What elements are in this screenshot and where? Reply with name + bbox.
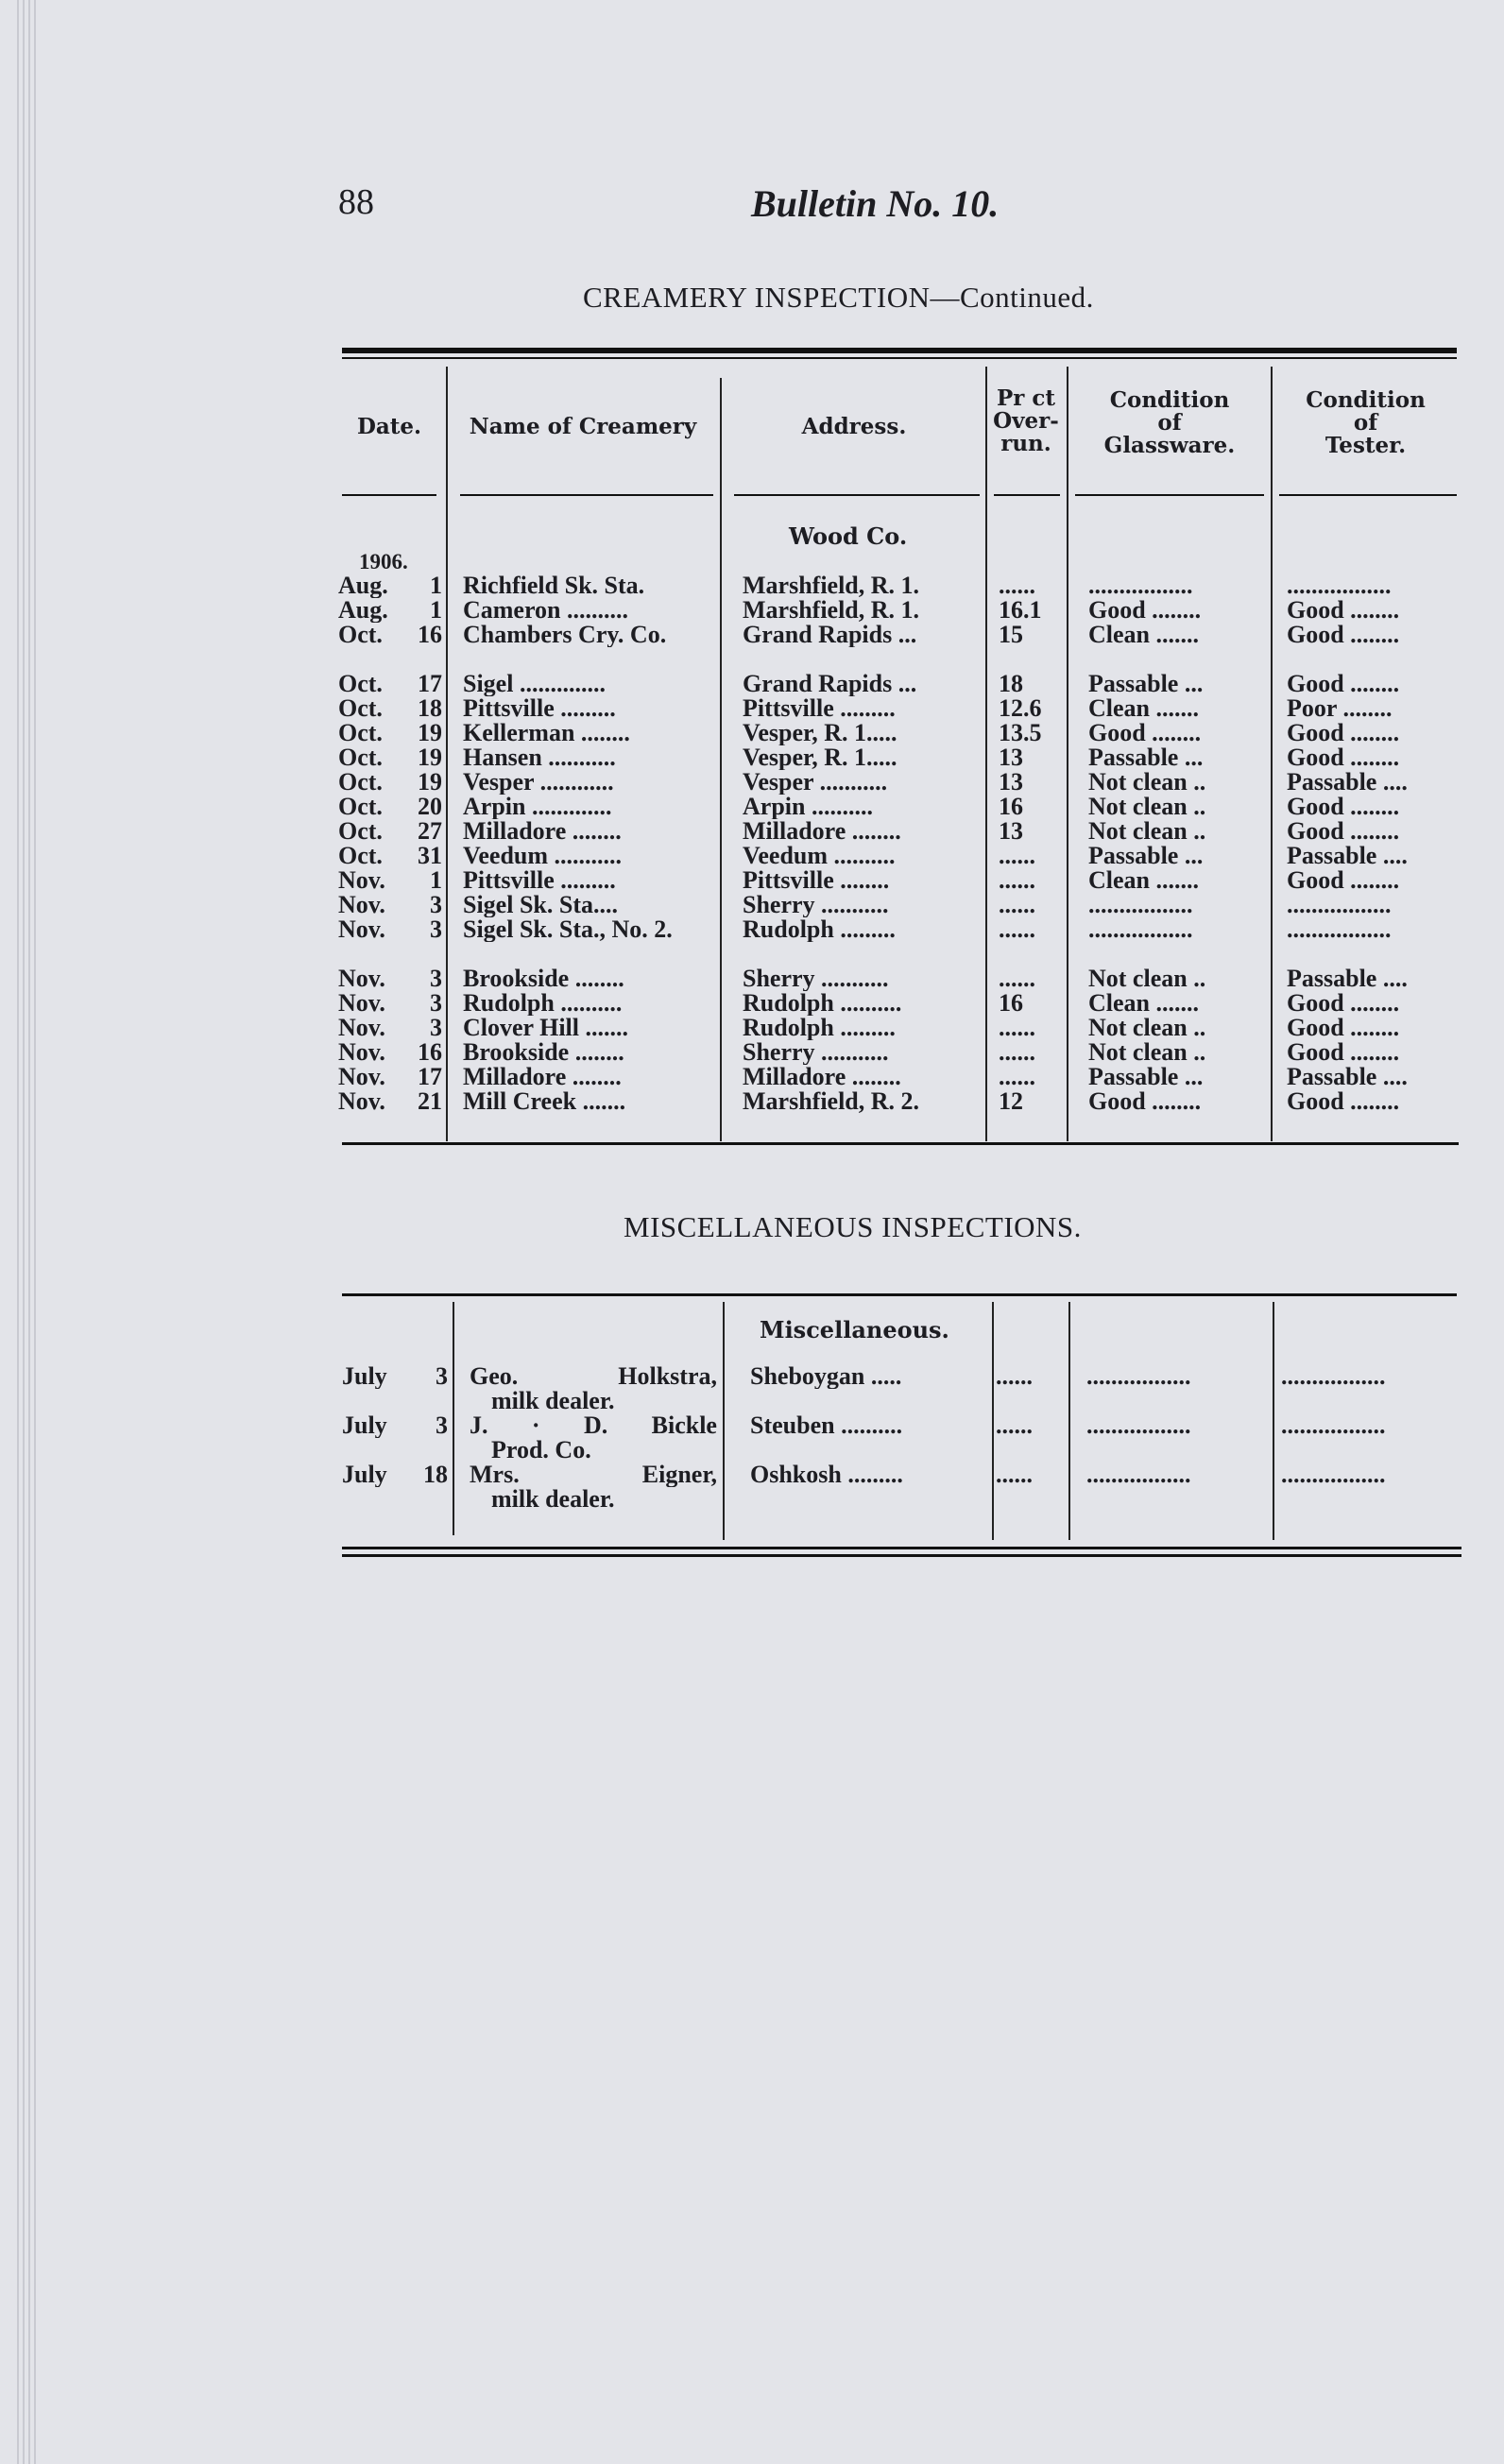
creamery-name: Kellerman ........ — [463, 721, 630, 745]
tester-condition: Good ........ — [1287, 819, 1400, 844]
page-edge — [28, 0, 30, 2464]
dealer-name-word: Holkstra, — [618, 1364, 717, 1389]
date-month: July — [342, 1364, 387, 1389]
date-month: Nov. — [338, 1040, 385, 1065]
dealer-name-word: · — [531, 1413, 540, 1438]
tester-condition: ................. — [1281, 1413, 1386, 1438]
date-day: 3 — [430, 967, 442, 991]
overrun-value: 13 — [999, 770, 1023, 795]
creamery-name: Brookside ........ — [463, 1040, 624, 1065]
glassware-condition: Not clean .. — [1088, 819, 1206, 844]
glassware-condition: Not clean .. — [1088, 1016, 1206, 1040]
overrun-value: 16 — [999, 991, 1023, 1016]
tester-condition: Passable .... — [1287, 967, 1408, 991]
tester-condition: Good ........ — [1287, 745, 1400, 770]
date-day: 3 — [430, 917, 442, 942]
overrun-value: ...... — [996, 1364, 1033, 1389]
date-day: 17 — [418, 672, 442, 696]
glassware-condition: ................. — [1088, 573, 1193, 598]
date-month: Oct. — [338, 745, 383, 770]
tester-condition: Passable .... — [1287, 844, 1408, 868]
date-day: 20 — [418, 795, 442, 819]
column-header-overrun — [985, 387, 1067, 455]
header-line: Tester. — [1325, 433, 1407, 458]
column-header-name: Name of Creamery — [469, 414, 697, 439]
date-month: Nov. — [338, 967, 385, 991]
overrun-value: ...... — [999, 844, 1035, 868]
table-bottom-rule — [342, 1142, 1459, 1145]
date-day: 3 — [430, 1016, 442, 1040]
date-month: July — [342, 1463, 387, 1487]
creamery-name: Veedum ........... — [463, 844, 623, 868]
date-month: Nov. — [338, 1089, 385, 1114]
year-label: 1906. — [359, 550, 408, 573]
date-day: 19 — [418, 770, 442, 795]
creamery-address: Marshfield, R. 1. — [743, 573, 920, 598]
glassware-condition: ................. — [1088, 893, 1193, 917]
date-month: Nov. — [338, 1065, 385, 1089]
overrun-value: ...... — [999, 967, 1035, 991]
header-underline — [1075, 494, 1264, 496]
page-edge — [34, 0, 36, 2464]
creamery-section-title: CREAMERY INSPECTION—Continued. — [583, 281, 1094, 314]
overrun-value: ...... — [999, 868, 1035, 893]
date-day: 3 — [436, 1413, 448, 1438]
creamery-name: Richfield Sk. Sta. — [463, 573, 645, 598]
date-day: 18 — [418, 696, 442, 721]
glassware-condition: Passable ... — [1088, 844, 1204, 868]
header-line: run. — [1000, 431, 1051, 456]
dealer-name — [470, 1364, 717, 1389]
date-day: 1 — [430, 573, 442, 598]
overrun-value: 18 — [999, 672, 1023, 696]
overrun-value: 12 — [999, 1089, 1023, 1114]
dealer-name-word: Mrs. — [470, 1463, 520, 1487]
column-header-glassware — [1068, 389, 1271, 457]
misc-subhead: Miscellaneous. — [760, 1316, 949, 1343]
creamery-name: Brookside ........ — [463, 967, 624, 991]
dealer-name — [470, 1413, 717, 1438]
date-day: 1 — [430, 598, 442, 623]
creamery-name: Sigel Sk. Sta.... — [463, 893, 618, 917]
glassware-condition: Clean ....... — [1088, 623, 1199, 647]
tester-condition: Passable .... — [1287, 770, 1408, 795]
glassware-condition: Good ........ — [1088, 598, 1202, 623]
glassware-condition: Not clean .. — [1088, 1040, 1206, 1065]
misc-section-title: MISCELLANEOUS INSPECTIONS. — [624, 1210, 1082, 1243]
dealer-address: Sheboygan ..... — [750, 1364, 902, 1389]
tester-condition: Poor ........ — [1287, 696, 1393, 721]
column-divider — [446, 367, 448, 1141]
misc-bottom-rule — [342, 1554, 1461, 1557]
date-day: 27 — [418, 819, 442, 844]
tester-condition: ................. — [1281, 1463, 1386, 1487]
creamery-address: Milladore ........ — [743, 819, 901, 844]
glassware-condition: ................. — [1086, 1413, 1191, 1438]
creamery-address: Pittsville ........ — [743, 868, 890, 893]
creamery-name: Rudolph .......... — [463, 991, 623, 1016]
header-underline — [342, 494, 436, 496]
overrun-value: ...... — [999, 893, 1035, 917]
overrun-value: 13 — [999, 819, 1023, 844]
page-edge — [23, 0, 25, 2464]
overrun-value: ...... — [999, 1016, 1035, 1040]
dealer-address: Oshkosh ......... — [750, 1463, 903, 1487]
tester-condition: Good ........ — [1287, 868, 1400, 893]
column-divider — [720, 378, 722, 1141]
date-day: 18 — [423, 1463, 448, 1487]
column-divider — [992, 1302, 994, 1540]
overrun-value: ...... — [996, 1413, 1033, 1438]
page-number: 88 — [338, 182, 374, 222]
tester-condition: Good ........ — [1287, 1040, 1400, 1065]
table-top-rule-thin — [342, 357, 1457, 359]
creamery-address: Vesper, R. 1..... — [743, 721, 897, 745]
creamery-name: Milladore ........ — [463, 1065, 622, 1089]
overrun-value: ...... — [996, 1463, 1033, 1487]
glassware-condition: Not clean .. — [1088, 967, 1206, 991]
glassware-condition: Not clean .. — [1088, 770, 1206, 795]
creamery-address: Milladore ........ — [743, 1065, 901, 1089]
column-header-address: Address. — [801, 414, 907, 439]
creamery-address: Grand Rapids ... — [743, 672, 917, 696]
column-divider — [1068, 1302, 1070, 1540]
date-day: 31 — [418, 844, 442, 868]
creamery-name: Mill Creek ....... — [463, 1089, 626, 1114]
creamery-address: Sherry ........... — [743, 893, 889, 917]
tester-condition: Good ........ — [1287, 672, 1400, 696]
creamery-name: Chambers Cry. Co. — [463, 623, 667, 647]
header-underline — [734, 494, 980, 496]
creamery-address: Veedum .......... — [743, 844, 896, 868]
date-month: Oct. — [338, 795, 383, 819]
date-month: Nov. — [338, 868, 385, 893]
dealer-name-word: J. — [470, 1413, 488, 1438]
header-line: of — [1353, 410, 1378, 436]
header-line: Over- — [993, 408, 1059, 434]
glassware-condition: ................. — [1086, 1463, 1191, 1487]
dealer-name-cont: Prod. Co. — [491, 1438, 591, 1463]
overrun-value: ...... — [999, 1065, 1035, 1089]
creamery-address: Sherry ........... — [743, 967, 889, 991]
date-day: 3 — [430, 991, 442, 1016]
creamery-address: Marshfield, R. 2. — [743, 1089, 920, 1114]
date-day: 19 — [418, 721, 442, 745]
creamery-name: Pittsville ......... — [463, 868, 616, 893]
overrun-value: ...... — [999, 1040, 1035, 1065]
glassware-condition: Not clean .. — [1088, 795, 1206, 819]
column-divider — [723, 1302, 725, 1540]
tester-condition: ................. — [1287, 893, 1392, 917]
date-day: 3 — [436, 1364, 448, 1389]
glassware-condition: Passable ... — [1088, 745, 1204, 770]
glassware-condition: ................. — [1086, 1364, 1191, 1389]
column-divider — [1067, 367, 1068, 1141]
header-line: Glassware. — [1103, 433, 1236, 458]
column-header-date: Date. — [356, 414, 422, 439]
creamery-name: Vesper ............ — [463, 770, 614, 795]
date-month: Nov. — [338, 917, 385, 942]
table-top-rule — [342, 348, 1457, 353]
creamery-name: Cameron .......... — [463, 598, 629, 623]
creamery-name: Clover Hill ....... — [463, 1016, 629, 1040]
tester-condition: Good ........ — [1287, 1089, 1400, 1114]
date-month: Oct. — [338, 672, 383, 696]
dealer-name-word: Eigner, — [641, 1463, 717, 1487]
creamery-address: Rudolph .......... — [743, 991, 902, 1016]
overrun-value: ...... — [999, 573, 1035, 598]
date-month: Oct. — [338, 844, 383, 868]
dealer-address: Steuben .......... — [750, 1413, 903, 1438]
column-divider — [985, 367, 987, 1141]
overrun-value: 13.5 — [999, 721, 1042, 745]
column-divider — [1273, 1302, 1274, 1540]
dealer-name-cont: milk dealer. — [491, 1487, 615, 1512]
date-month: Oct. — [338, 819, 383, 844]
page-header — [338, 181, 1037, 238]
tester-condition: Good ........ — [1287, 721, 1400, 745]
tester-condition: Good ........ — [1287, 598, 1400, 623]
date-month: Oct. — [338, 623, 383, 647]
creamery-address: Arpin .......... — [743, 795, 873, 819]
glassware-condition: Passable ... — [1088, 1065, 1204, 1089]
glassware-condition: Clean ....... — [1088, 868, 1199, 893]
tester-condition: Good ........ — [1287, 623, 1400, 647]
dealer-name-cont: milk dealer. — [491, 1389, 615, 1413]
overrun-value: ...... — [999, 917, 1035, 942]
date-month: Aug. — [338, 598, 388, 623]
misc-top-rule — [342, 1293, 1457, 1296]
header-underline — [994, 494, 1060, 496]
tester-condition: Passable .... — [1287, 1065, 1408, 1089]
tester-condition: Good ........ — [1287, 1016, 1400, 1040]
glassware-condition: Clean ....... — [1088, 696, 1199, 721]
glassware-condition: ................. — [1088, 917, 1193, 942]
date-month: Nov. — [338, 893, 385, 917]
running-title: Bulletin No. 10. — [751, 182, 1000, 225]
creamery-address: Marshfield, R. 1. — [743, 598, 920, 623]
column-divider — [1271, 367, 1273, 1141]
tester-condition: ................. — [1287, 573, 1392, 598]
creamery-name: Arpin ............. — [463, 795, 612, 819]
column-divider — [453, 1302, 454, 1535]
creamery-address: Rudolph ......... — [743, 1016, 896, 1040]
overrun-value: 12.6 — [999, 696, 1042, 721]
header-line: Pr ct — [996, 385, 1056, 411]
creamery-name: Sigel .............. — [463, 672, 606, 696]
tester-condition: Good ........ — [1287, 991, 1400, 1016]
date-day: 19 — [418, 745, 442, 770]
date-day: 3 — [430, 893, 442, 917]
tester-condition: ................. — [1287, 917, 1392, 942]
date-month: Nov. — [338, 991, 385, 1016]
date-day: 17 — [418, 1065, 442, 1089]
dealer-name-word: Geo. — [470, 1364, 519, 1389]
creamery-name: Pittsville ......... — [463, 696, 616, 721]
glassware-condition: Clean ....... — [1088, 991, 1199, 1016]
date-day: 16 — [418, 623, 442, 647]
creamery-address: Sherry ........... — [743, 1040, 889, 1065]
header-underline — [460, 494, 713, 496]
header-line: of — [1157, 410, 1182, 436]
date-day: 21 — [418, 1089, 442, 1114]
misc-bottom-rule — [342, 1547, 1461, 1549]
date-month: Oct. — [338, 696, 383, 721]
tester-condition: ................. — [1281, 1364, 1386, 1389]
glassware-condition: Good ........ — [1088, 721, 1202, 745]
creamery-name: Milladore ........ — [463, 819, 622, 844]
overrun-value: 15 — [999, 623, 1023, 647]
county-subhead: Wood Co. — [789, 522, 908, 550]
header-line: Condition — [1109, 387, 1230, 413]
overrun-value: 13 — [999, 745, 1023, 770]
creamery-name: Hansen ........... — [463, 745, 616, 770]
tester-condition: Good ........ — [1287, 795, 1400, 819]
creamery-address: Vesper, R. 1..... — [743, 745, 897, 770]
creamery-address: Vesper ........... — [743, 770, 888, 795]
glassware-condition: Good ........ — [1088, 1089, 1202, 1114]
dealer-name-word: Bickle — [651, 1413, 717, 1438]
date-month: Oct. — [338, 770, 383, 795]
creamery-address: Rudolph ......... — [743, 917, 896, 942]
glassware-condition: Passable ... — [1088, 672, 1204, 696]
header-underline — [1279, 494, 1457, 496]
date-month: July — [342, 1413, 387, 1438]
date-month: Oct. — [338, 721, 383, 745]
page-edge — [17, 0, 19, 2464]
date-month: Nov. — [338, 1016, 385, 1040]
date-day: 1 — [430, 868, 442, 893]
date-month: Aug. — [338, 573, 388, 598]
column-header-tester — [1273, 389, 1459, 457]
dealer-name-word: D. — [583, 1413, 608, 1438]
overrun-value: 16 — [999, 795, 1023, 819]
dealer-name — [470, 1463, 717, 1487]
creamery-address: Pittsville ......... — [743, 696, 896, 721]
header-line: Condition — [1306, 387, 1426, 413]
creamery-name: Sigel Sk. Sta., No. 2. — [463, 917, 673, 942]
creamery-address: Grand Rapids ... — [743, 623, 917, 647]
overrun-value: 16.1 — [999, 598, 1042, 623]
date-day: 16 — [418, 1040, 442, 1065]
